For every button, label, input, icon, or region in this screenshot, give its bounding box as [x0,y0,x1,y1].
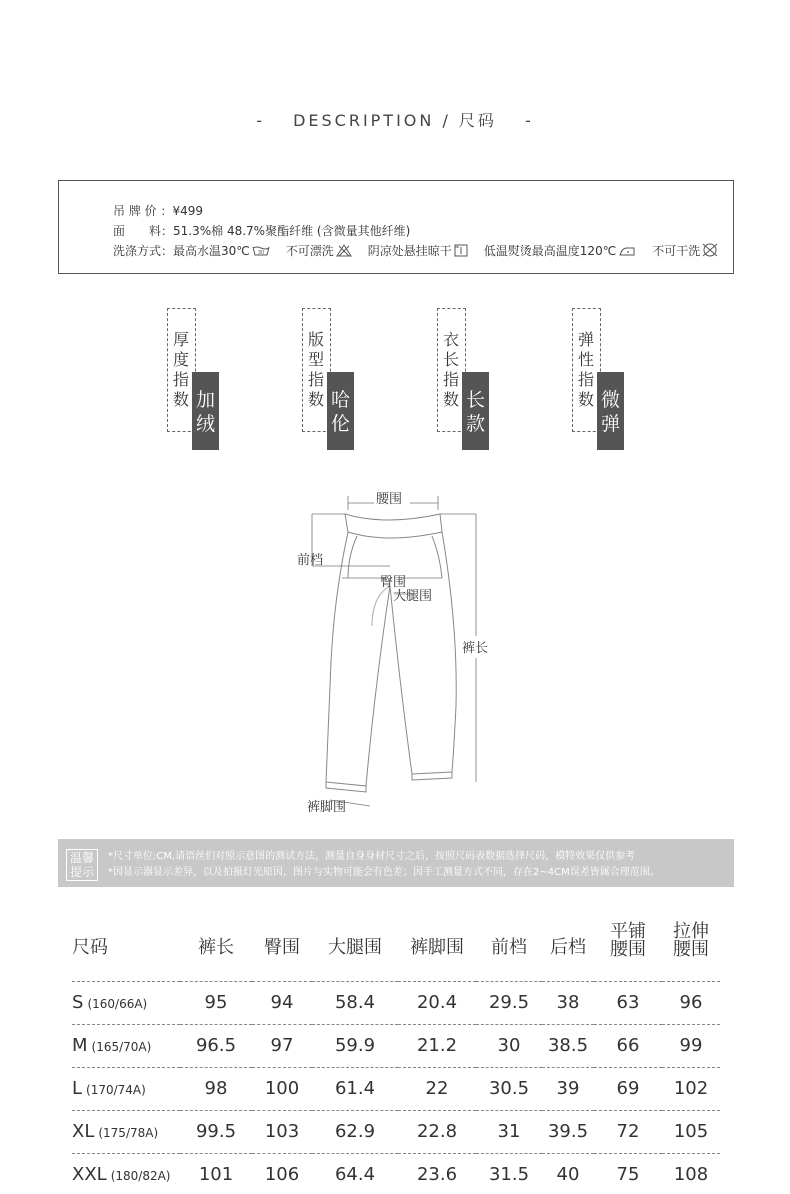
measurement-cell: 38 [542,981,594,1024]
size-code: S [72,992,84,1013]
rating-value: 长 款 [462,372,489,450]
measurement-cell: 39.5 [542,1110,594,1153]
measurement-cell: 96 [662,981,720,1024]
rating-value: 哈 伦 [327,372,354,450]
product-info-box [58,180,734,274]
measurement-cell: 30.5 [476,1067,542,1110]
price-label: 吊 牌 价 ： [113,204,173,218]
measurement-cell: 96.5 [180,1024,252,1067]
size-code: XL [72,1121,95,1142]
measurement-cell: 106 [252,1153,312,1194]
rating-value: 微 弹 [597,372,624,450]
rating-label: 版 型 指 数 [307,330,324,409]
header-hem: 裤脚围 [410,936,464,958]
rating-label: 衣 长 指 数 [442,330,459,409]
header-stretch-waist: 拉伸 腰围 [673,920,709,960]
notice-badge: 温馨 提示 [66,849,98,881]
price-row [113,201,733,221]
size-spec: (170/74A) [86,1083,146,1097]
header-front-rise: 前档 [491,936,527,958]
wash-item [652,241,718,261]
measurement-cell: 58.4 [312,981,398,1024]
table-row [72,1024,720,1067]
notice-text [108,849,660,881]
measurement-cell: 64.4 [312,1153,398,1194]
notice-line: *因显示器显示差异，以及拍摄灯光原因，图片与实物可能会有色差；因手工测量方式不同，存在2~4CM误差皆属合理范围。 [108,867,660,878]
wash-item-text: 不可干洗 [652,244,701,258]
no-bleach-icon [336,244,352,257]
size-spec: (175/78A) [98,1126,159,1140]
size-cell [72,1024,180,1067]
table-row [72,1110,720,1153]
measurement-cell: 63 [594,981,662,1024]
iron-low-icon [618,245,636,257]
measurement-cell: 31 [476,1110,542,1153]
size-spec: (165/70A) [91,1040,152,1054]
wash-item [173,241,270,261]
wash-item-text: 最高水温30℃ [173,244,250,258]
pants-measurement-diagram [290,486,510,816]
fabric-row [113,221,733,241]
measurement-cell: 69 [594,1067,662,1110]
length-label: 裤长 [462,641,489,656]
measurement-cell: 39 [542,1067,594,1110]
measurement-cell: 99.5 [180,1110,252,1153]
rating-label: 厚 度 指 数 [172,330,189,409]
measurement-cell: 62.9 [312,1110,398,1153]
measurement-cell: 59.9 [312,1024,398,1067]
rating-label: 弹 性 指 数 [577,330,594,409]
measurement-cell: 108 [662,1153,720,1194]
hang-dry-icon [454,244,468,257]
measurement-cell: 20.4 [398,981,476,1024]
hip-label: 臀围 [380,575,407,590]
measurement-cell: 105 [662,1110,720,1153]
size-cell [72,981,180,1024]
wash-item-text: 阴凉处悬挂晾干 [367,244,452,258]
measurement-cell: 103 [252,1110,312,1153]
header-dash-right: - [524,111,534,130]
header-dash-left: - [256,111,266,130]
elasticity-rating [572,308,632,452]
table-row [72,1067,720,1110]
wash-30-icon [252,245,270,257]
header-length: 裤长 [198,936,234,958]
hem-label: 裤脚围 [307,800,347,815]
measurement-cell: 61.4 [312,1067,398,1110]
size-code: L [72,1078,83,1099]
measurement-cell: 102 [662,1067,720,1110]
size-cell [72,1153,180,1194]
header-hip: 臀围 [264,936,300,958]
header-title: DESCRIPTION / 尺码 [293,111,497,130]
measurement-cell: 101 [180,1153,252,1194]
description-header [0,108,790,131]
size-code: M [72,1035,88,1056]
measurement-cell: 30 [476,1024,542,1067]
wash-item-text: 低温熨烫最高温度120℃ [483,244,617,258]
rating-value: 加 绒 [192,372,219,450]
price-value: ¥499 [172,204,203,218]
wash-item-text: 不可漂洗 [285,244,334,258]
wash-row [113,241,733,261]
measurement-cell: 97 [252,1024,312,1067]
header-thigh: 大腿围 [328,936,382,958]
thigh-label: 大腿围 [393,589,433,604]
waist-label: 腰围 [376,492,403,507]
measurement-cell: 29.5 [476,981,542,1024]
measurement-cell: 40 [542,1153,594,1194]
measurement-cell: 98 [180,1067,252,1110]
measurement-cell: 66 [594,1024,662,1067]
length-rating [437,308,497,452]
fit-rating [302,308,362,452]
header-back-rise: 后档 [550,936,586,958]
measurement-cell: 95 [180,981,252,1024]
no-dry-clean-icon [702,243,718,257]
measurement-cell: 23.6 [398,1153,476,1194]
wash-item [286,241,352,261]
size-notice-banner [58,839,734,887]
size-code: XXL [72,1164,107,1185]
size-spec: (160/66A) [87,997,148,1011]
table-row [72,981,720,1024]
measurement-cell: 21.2 [398,1024,476,1067]
table-row [72,1153,720,1194]
wash-item [484,241,636,261]
svg-text:30: 30 [257,250,264,256]
size-chart-table [72,915,720,1194]
header-size: 尺码 [72,936,108,958]
measurement-cell: 31.5 [476,1153,542,1194]
size-cell [72,1110,180,1153]
measurement-cell: 72 [594,1110,662,1153]
fabric-value: 51.3%棉 48.7%聚酯纤维 (含微量其他纤维) [173,224,411,238]
measurement-cell: 100 [252,1067,312,1110]
wash-label: 洗涤方式： [113,244,174,258]
measurement-cell: 22 [398,1067,476,1110]
size-cell [72,1067,180,1110]
measurement-cell: 22.8 [398,1110,476,1153]
header-flat-waist: 平铺 腰围 [610,920,646,960]
size-spec: (180/82A) [110,1169,171,1183]
measurement-cell: 75 [594,1153,662,1194]
measurement-cell: 94 [252,981,312,1024]
notice-line: *尺寸单位:CM,请语丝们对照示意图的测试方法，测量自身身材尺寸之后，按照尺码表数据选择尺码，模特效果仅供参考 [108,851,636,862]
table-header-row [72,915,720,981]
wash-item [368,241,468,261]
fabric-label: 面 料： [113,224,174,238]
measurement-cell: 99 [662,1024,720,1067]
measurement-cell: 38.5 [542,1024,594,1067]
front-rise-label: 前档 [297,553,324,568]
thickness-rating [167,308,227,452]
